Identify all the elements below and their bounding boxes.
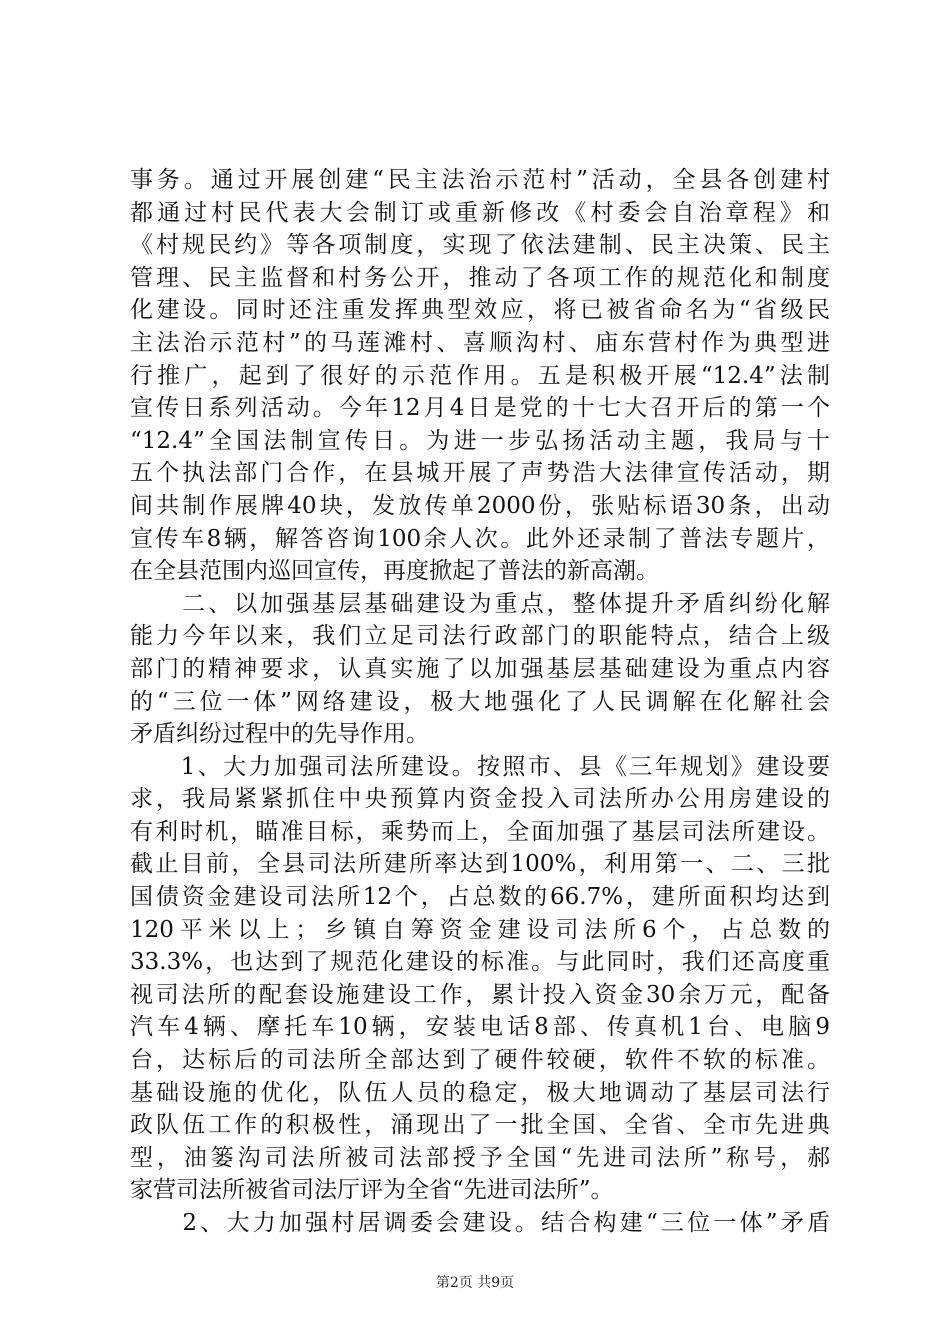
body-line: 120平米以上；乡镇自筹资金建设司法所6个，占总数的 [130,916,830,943]
body-line: 基础设施的优化，队伍人员的稳定，极大地调动了基层司法行 [130,1079,830,1106]
body-line: 《村规民约》等各项制度，实现了依法建制、民主决策、民主 [130,232,830,259]
body-line: 化建设。同时还注重发挥典型效应，将已被省命名为“省级民 [130,297,830,324]
body-line: 求，我局紧紧抓住中央预算内资金投入司法所办公用房建设的 [130,786,830,813]
body-line: 行推广，起到了很好的示范作用。五是积极开展“12.4”法制 [130,362,830,389]
body-line: 主法治示范村”的马莲滩村、喜顺沟村、庙东营村作为典型进 [130,329,830,356]
body-line: 管理、民主监督和村务公开，推动了各项工作的规范化和制度 [130,264,830,291]
body-line: 二、以加强基层基础建设为重点，整体提升矛盾纠纷化解 [130,590,830,617]
body-line: 宣传车8辆，解答咨询100余人次。此外还录制了普法专题片， [130,525,830,552]
body-line: 的“三位一体”网络建设，极大地强化了人民调解在化解社会 [130,688,830,715]
body-line: 汽车4辆、摩托车10辆，安装电话8部、传真机1台、电脑9 [130,1014,830,1041]
body-line: 矛盾纠纷过程中的先导作用。 [130,721,429,748]
body-line: 在全县范围内巡回宣传，再度掀起了普法的新高潮。 [130,558,659,585]
body-line: “12.4”全国法制宣传日。为进一步弘扬活动主题，我局与十 [130,427,830,454]
body-line: 国债资金建设司法所12个，占总数的66.7%，建所面积均达到 [130,884,830,911]
page-footer: 第2页 共9页 [435,1275,515,1291]
body-line: 五个执法部门合作，在县城开展了声势浩大法律宣传活动，期 [130,460,830,487]
body-line: 视司法所的配套设施建设工作，累计投入资金30余万元，配备 [130,981,830,1008]
body-line: 间共制作展牌40块，发放传单2000份，张贴标语30条，出动 [130,492,830,519]
body-line: 事务。通过开展创建“民主法治示范村”活动，全县各创建村 [130,167,830,193]
body-line: 能力今年以来，我们立足司法行政部门的职能特点，结合上级 [130,623,830,650]
body-line: 2、大力加强村居调委会建设。结合构建“三位一体”矛盾 [130,1210,830,1236]
body-line: 部门的精神要求，认真实施了以加强基层基础建设为重点内容 [130,655,830,682]
body-line: 台，达标后的司法所全部达到了硬件较硬，软件不软的标准。 [130,1047,830,1074]
body-line: 33.3%，也达到了规范化建设的标准。与此同时，我们还高度重 [130,949,830,976]
body-line: 政队伍工作的积极性，涌现出了一批全国、全省、全市先进典 [130,1112,830,1139]
body-line: 有利时机，瞄准目标，乘势而上，全面加强了基层司法所建设。 [130,818,830,845]
document-body [130,164,830,1240]
body-line: 宣传日系列活动。今年12月4日是党的十七大召开后的第一个 [130,395,830,422]
body-line: 1、大力加强司法所建设。按照市、县《三年规划》建设要 [130,753,830,780]
body-line: 都通过村民代表大会制订或重新修改《村委会自治章程》和 [130,199,830,226]
body-line: 家营司法所被省司法厅评为全省“先进司法所”。 [130,1177,614,1204]
body-line: 型，油篓沟司法所被司法部授予全国“先进司法所”称号，郝 [130,1144,830,1171]
body-line: 截止目前，全县司法所建所率达到100%，利用第一、二、三批 [130,851,830,878]
